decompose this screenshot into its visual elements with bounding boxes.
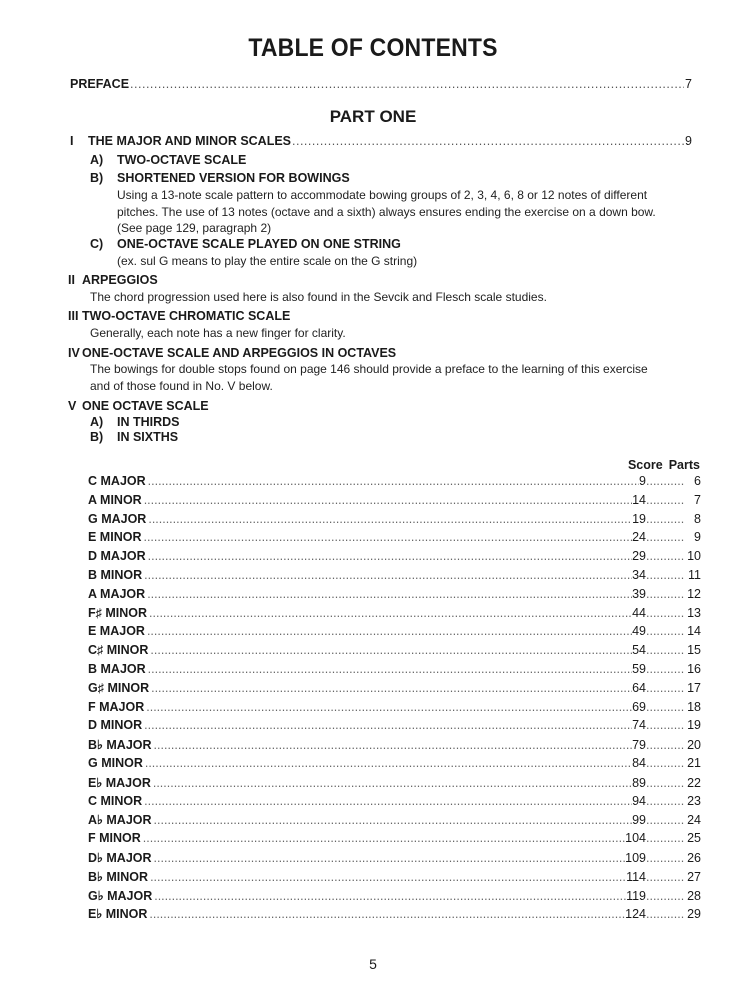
score-page: 44	[632, 605, 646, 620]
score-page: 54	[632, 643, 646, 658]
table-row[interactable]	[88, 812, 701, 830]
dot-leader	[646, 889, 684, 903]
table-row[interactable]	[88, 831, 701, 849]
score-page: 34	[632, 568, 646, 582]
dot-leader	[154, 813, 633, 827]
subsection-1a	[90, 153, 246, 167]
section-numeral: II	[68, 273, 75, 287]
key-name: B MAJOR	[88, 662, 146, 676]
entry-page: 9	[685, 134, 692, 148]
score-page: 124	[625, 907, 646, 922]
score-page: 119	[626, 888, 646, 903]
score-page: 69	[632, 699, 646, 714]
sub-label: IN THIRDS	[117, 415, 180, 429]
sub-letter: A)	[90, 415, 104, 429]
parts-page: 25	[687, 831, 701, 846]
page-title: TABLE OF CONTENTS	[248, 34, 498, 62]
key-name: C MAJOR	[88, 474, 146, 488]
subsection-1b-description: Using a 13-note scale pattern to accommodate bowing groups of 2, 3, 4, 6, 8 or 12 notes of different pitches. The use of 13 notes (octave and a sixth) always ensures ending the exercise on a down bow. (See page 129, paragraph 2)	[117, 188, 656, 235]
table-row[interactable]	[88, 530, 701, 548]
dot-leader	[646, 718, 684, 732]
dot-leader	[646, 681, 684, 695]
dot-leader	[646, 587, 684, 601]
table-row[interactable]	[88, 888, 701, 906]
table-row[interactable]	[88, 700, 701, 718]
key-name: D MAJOR	[88, 549, 146, 564]
section-3-heading	[68, 309, 290, 323]
sub-letter: B)	[90, 171, 104, 185]
dot-leader	[646, 568, 684, 582]
section-label: ONE-OCTAVE SCALE AND ARPEGGIOS IN OCTAVES	[82, 346, 397, 360]
table-row[interactable]	[88, 512, 701, 530]
table-row[interactable]	[88, 493, 701, 511]
parts-page: 19	[687, 718, 701, 733]
table-row[interactable]	[88, 474, 701, 492]
key-name: D MINOR	[88, 718, 143, 733]
score-page: 49	[632, 624, 646, 639]
dot-leader	[144, 718, 632, 732]
table-row[interactable]	[88, 681, 701, 699]
dot-leader	[144, 568, 632, 582]
subsection-1c	[90, 237, 401, 251]
key-name: E MAJOR	[88, 624, 145, 639]
dot-leader	[154, 851, 626, 865]
sub-label: TWO-OCTAVE SCALE	[117, 153, 247, 167]
dot-leader	[143, 530, 632, 544]
score-page: 19	[632, 511, 646, 526]
parts-page: 27	[687, 869, 701, 884]
sub-label: IN SIXTHS	[117, 430, 179, 444]
key-name: B♭ MINOR	[88, 869, 149, 884]
sub-letter: C)	[90, 237, 104, 251]
subsection-1c-description: (ex. sul G means to play the entire scale on the G string)	[117, 254, 418, 268]
section-3-description: Generally, each note has a new finger for clarity.	[90, 326, 346, 340]
entry-label: THE MAJOR AND MINOR SCALES	[88, 134, 292, 148]
dot-leader	[151, 681, 632, 695]
key-name: D♭ MAJOR	[88, 851, 152, 865]
key-name: F MINOR	[88, 831, 141, 846]
dot-leader	[147, 624, 632, 638]
key-name: F MAJOR	[88, 699, 145, 714]
key-name: E♭ MINOR	[88, 907, 148, 922]
score-page: 9	[639, 474, 646, 488]
dot-leader	[144, 493, 632, 507]
parts-page: 15	[687, 643, 701, 658]
dot-leader	[646, 756, 684, 770]
dot-leader	[646, 606, 684, 620]
dot-leader	[646, 831, 684, 845]
parts-page: 16	[687, 662, 701, 676]
dot-leader	[147, 587, 632, 601]
section-numeral: IV	[68, 346, 80, 360]
parts-page: 20	[687, 738, 701, 753]
key-name: E MINOR	[88, 530, 142, 545]
dot-leader	[646, 474, 684, 488]
parts-page: 28	[687, 888, 701, 903]
sub-letter: B)	[90, 430, 104, 444]
score-page: 59	[632, 662, 646, 676]
key-name: C MINOR	[88, 793, 143, 808]
sub-label: ONE-OCTAVE SCALE PLAYED ON ONE STRING	[117, 237, 401, 251]
parts-page: 11	[688, 568, 701, 582]
score-page: 104	[625, 831, 646, 846]
table-row[interactable]	[88, 906, 701, 924]
score-column-header: Score	[627, 458, 663, 472]
key-name: A♭ MAJOR	[88, 813, 152, 828]
score-page: 74	[632, 718, 646, 733]
key-name: C♯ MINOR	[88, 643, 149, 658]
page-number: 5	[369, 956, 377, 972]
section-label: ARPEGGIOS	[82, 273, 158, 287]
key-name: F♯ MINOR	[88, 605, 148, 620]
table-row[interactable]	[88, 737, 701, 755]
table-row[interactable]	[88, 775, 701, 793]
subsection-1b	[90, 171, 350, 185]
key-name: B MINOR	[88, 568, 143, 582]
table-row[interactable]	[88, 568, 701, 586]
dot-leader	[130, 77, 684, 91]
dot-leader	[646, 907, 684, 921]
dot-leader	[646, 794, 684, 808]
dot-leader	[153, 776, 632, 790]
section-4-heading	[68, 346, 396, 360]
table-row[interactable]	[88, 850, 701, 868]
parts-page: 29	[687, 907, 701, 922]
score-page: 109	[625, 851, 646, 865]
dot-leader	[148, 512, 632, 526]
dot-leader	[646, 776, 684, 790]
parts-page: 14	[687, 624, 701, 639]
dot-leader	[646, 549, 684, 563]
section-label: TWO-OCTAVE CHROMATIC SCALE	[82, 309, 291, 323]
toc-entry-section-1[interactable]	[70, 134, 692, 148]
parts-page: 12	[687, 586, 701, 601]
subsection-5a	[90, 415, 180, 429]
part-heading: PART ONE	[329, 107, 417, 126]
parts-page: 8	[694, 511, 701, 526]
score-page: 39	[632, 586, 646, 601]
table-row[interactable]	[88, 794, 701, 812]
dot-leader	[646, 662, 684, 676]
parts-page: 26	[687, 851, 701, 865]
dot-leader	[646, 530, 684, 544]
subsection-5b	[90, 430, 178, 444]
section-numeral: V	[68, 399, 77, 413]
dot-leader	[148, 662, 632, 676]
table-row[interactable]	[88, 869, 701, 887]
entry-label: PREFACE	[70, 77, 130, 91]
entry-page: 7	[685, 77, 692, 91]
table-row[interactable]	[88, 549, 701, 567]
section-label: ONE OCTAVE SCALE	[82, 399, 209, 413]
dot-leader	[150, 643, 632, 657]
dot-leader	[646, 493, 684, 507]
key-name: B♭ MAJOR	[88, 738, 152, 753]
dot-leader	[149, 907, 625, 921]
table-row[interactable]	[88, 756, 701, 774]
dot-leader	[646, 512, 684, 526]
parts-page: 22	[687, 775, 701, 790]
score-page: 24	[632, 530, 646, 545]
dot-leader	[646, 738, 684, 752]
section-2-description: The chord progression used here is also found in the Sevcik and Flesch scale studies.	[90, 290, 547, 304]
score-page: 94	[632, 793, 646, 808]
key-name: E♭ MAJOR	[88, 775, 151, 790]
parts-page: 13	[687, 605, 701, 620]
sub-letter: A)	[90, 153, 104, 167]
dot-leader	[148, 474, 639, 488]
parts-page: 17	[687, 680, 701, 695]
parts-page: 6	[694, 474, 701, 488]
score-page: 64	[632, 680, 646, 695]
section-numeral: I	[70, 134, 74, 148]
table-row[interactable]	[88, 643, 701, 661]
parts-page: 10	[687, 549, 701, 564]
key-name: G♯ MINOR	[88, 680, 150, 695]
section-5-heading	[68, 399, 209, 413]
dot-leader	[292, 134, 684, 148]
key-name: G♭ MAJOR	[88, 888, 153, 903]
dot-leader	[145, 756, 632, 770]
section-4-description: The bowings for double stops found on page 146 should provide a preface to the learning of this exercise and of those found in No. V below.	[90, 362, 648, 393]
dot-leader	[646, 870, 684, 884]
table-row[interactable]	[88, 606, 701, 624]
score-page: 89	[632, 775, 646, 790]
table-row[interactable]	[88, 624, 701, 642]
key-name: A MINOR	[88, 492, 142, 507]
key-name: G MAJOR	[88, 511, 147, 526]
sub-label: SHORTENED VERSION FOR BOWINGS	[117, 171, 350, 185]
score-page: 114	[626, 869, 646, 884]
dot-leader	[646, 851, 684, 865]
score-page: 79	[632, 738, 646, 753]
dot-leader	[646, 700, 684, 714]
keys-table-header	[628, 458, 700, 472]
parts-page: 23	[687, 793, 701, 808]
parts-page: 21	[687, 756, 701, 770]
table-row[interactable]	[88, 662, 701, 680]
parts-column-header: Parts	[668, 458, 700, 472]
parts-page: 7	[694, 492, 701, 507]
table-row[interactable]	[88, 587, 701, 605]
dot-leader	[143, 831, 625, 845]
toc-entry-preface[interactable]	[70, 77, 692, 91]
dot-leader	[146, 700, 632, 714]
dot-leader	[148, 549, 632, 563]
dot-leader	[154, 738, 633, 752]
parts-page: 18	[687, 699, 701, 714]
parts-page: 9	[694, 530, 701, 545]
dot-leader	[646, 624, 684, 638]
parts-page: 24	[687, 813, 701, 828]
dot-leader	[150, 870, 626, 884]
table-row[interactable]	[88, 718, 701, 736]
section-2-heading	[68, 273, 158, 287]
dot-leader	[646, 643, 684, 657]
score-page: 29	[632, 549, 646, 564]
key-name: A MAJOR	[88, 586, 146, 601]
dot-leader	[646, 813, 684, 827]
dot-leader	[149, 606, 632, 620]
dot-leader	[144, 794, 632, 808]
key-name: G MINOR	[88, 756, 143, 770]
section-numeral: III	[68, 309, 79, 323]
score-page: 99	[632, 813, 646, 828]
score-page: 84	[632, 756, 646, 770]
score-page: 14	[632, 492, 646, 507]
dot-leader	[154, 889, 626, 903]
